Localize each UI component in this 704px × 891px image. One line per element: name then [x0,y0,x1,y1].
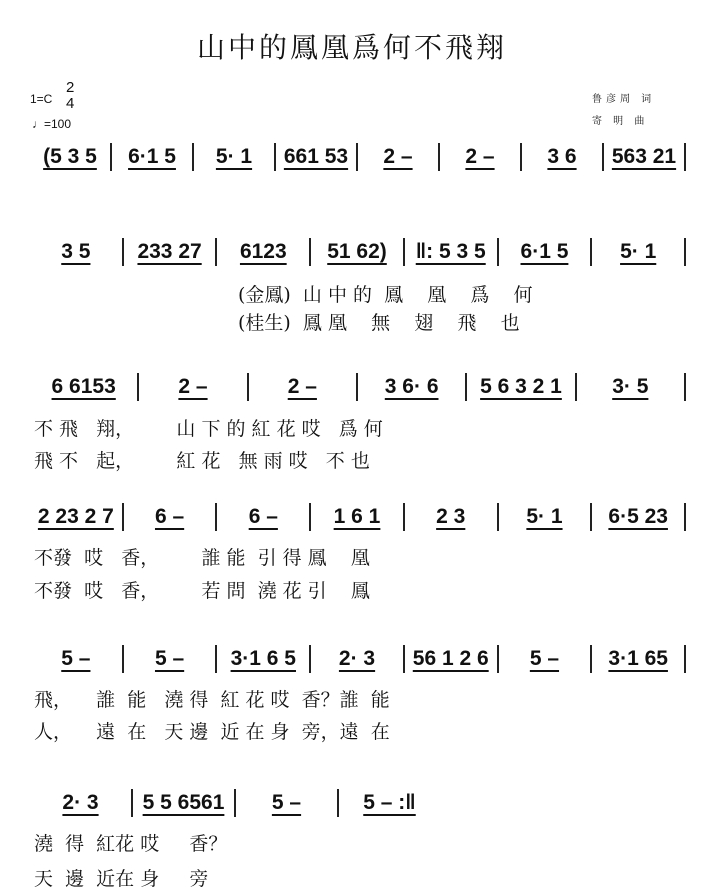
measure: 2 – [139,373,248,401]
measure: 6 6153 [30,373,139,401]
measure: 5 – [30,645,124,673]
measure: 2· 3 [30,789,133,817]
measure: 5· 1 [499,503,593,531]
measure: 1 6 1 [311,503,405,531]
lyric-line: (金鳳) 山 中 的 鳳 凰 爲 何 [238,284,533,306]
measure: 6·1 5 [112,143,194,171]
measure: 2 – [249,373,358,401]
measure: 56 1 2 6 [405,645,499,673]
lyric-line: 不 飛 翔， 山 下 的 紅 花 哎 爲 何 [34,418,383,440]
measure: 6 – [217,503,311,531]
measure: 6·5 23 [592,503,686,531]
notation-row [30,502,686,532]
measure: (5 3 5 [30,143,112,171]
lyricist-credit: 鲁彦周 词 [592,94,656,105]
measure: 6 – [124,503,218,531]
measure: 3 6· 6 [358,373,467,401]
notation-row [30,237,686,267]
measure: 3·1 6 5 [217,645,311,673]
measure: 3·1 65 [592,645,686,673]
measure: 2 3 [405,503,499,531]
notation-row [30,788,440,818]
lyric-line: (桂生) 鳳 凰 無 翅 飛 也 [238,312,520,334]
ts-top: 2 [66,79,75,96]
measure: 5· 1 [592,238,686,266]
measure: ‖: 5 3 5 [405,238,499,266]
measure: 2· 3 [311,645,405,673]
notation-row [30,372,686,402]
lyric-line: 飛 不 起， 紅 花 無 雨 哎 不 也 [34,450,370,472]
composer-credit: 寄 明 曲 [592,116,649,127]
song-title: 山中的鳳凰爲何不飛翔 [196,31,507,64]
tempo-marking: ♩=100 [32,117,72,131]
measure: 5· 1 [194,143,276,171]
measure: 5 – :‖ [363,791,416,814]
measure: 6123 [217,238,311,266]
measure: 5 6 3 2 1 [467,373,576,401]
measure: 3 6 [522,143,604,171]
measure: 5 5 6561 [133,789,236,817]
lyric-line: 不發 哎 香， 若 問 澆 花 引 鳳 [34,580,370,602]
measure: 51 62) [311,238,405,266]
measure: 6·1 5 [499,238,593,266]
notation-row [30,142,686,172]
measure: 5 – [499,645,593,673]
measure: 2 – [440,143,522,171]
lyric-line: 不發 哎 香， 誰 能 引 得 鳳 凰 [34,547,370,569]
ts-bottom: 4 [66,95,75,112]
lyric-line: 天 邊 近在 身 旁 [34,868,209,890]
measure: 2 23 2 7 [30,503,124,531]
measure: 3· 5 [577,373,686,401]
lyric-line: 澆 得 紅花 哎 香？ [34,833,228,855]
key-signature: 1=C [30,92,53,106]
measure: 661 53 [276,143,358,171]
measure: 5 – [124,645,218,673]
lyric-line: 人， 遠 在 天 邊 近 在 身 旁，遠 在 [34,721,390,743]
time-signature [66,80,74,112]
lyric-line: 飛， 誰 能 澆 得 紅 花 哎 香？誰 能 [34,689,390,711]
measure: 2 – [358,143,440,171]
notation-row [30,644,686,674]
measure: 563 21 [604,143,686,171]
measure: 3 5 [30,238,124,266]
measure: 5 – [236,789,339,817]
measure: 233 27 [124,238,218,266]
